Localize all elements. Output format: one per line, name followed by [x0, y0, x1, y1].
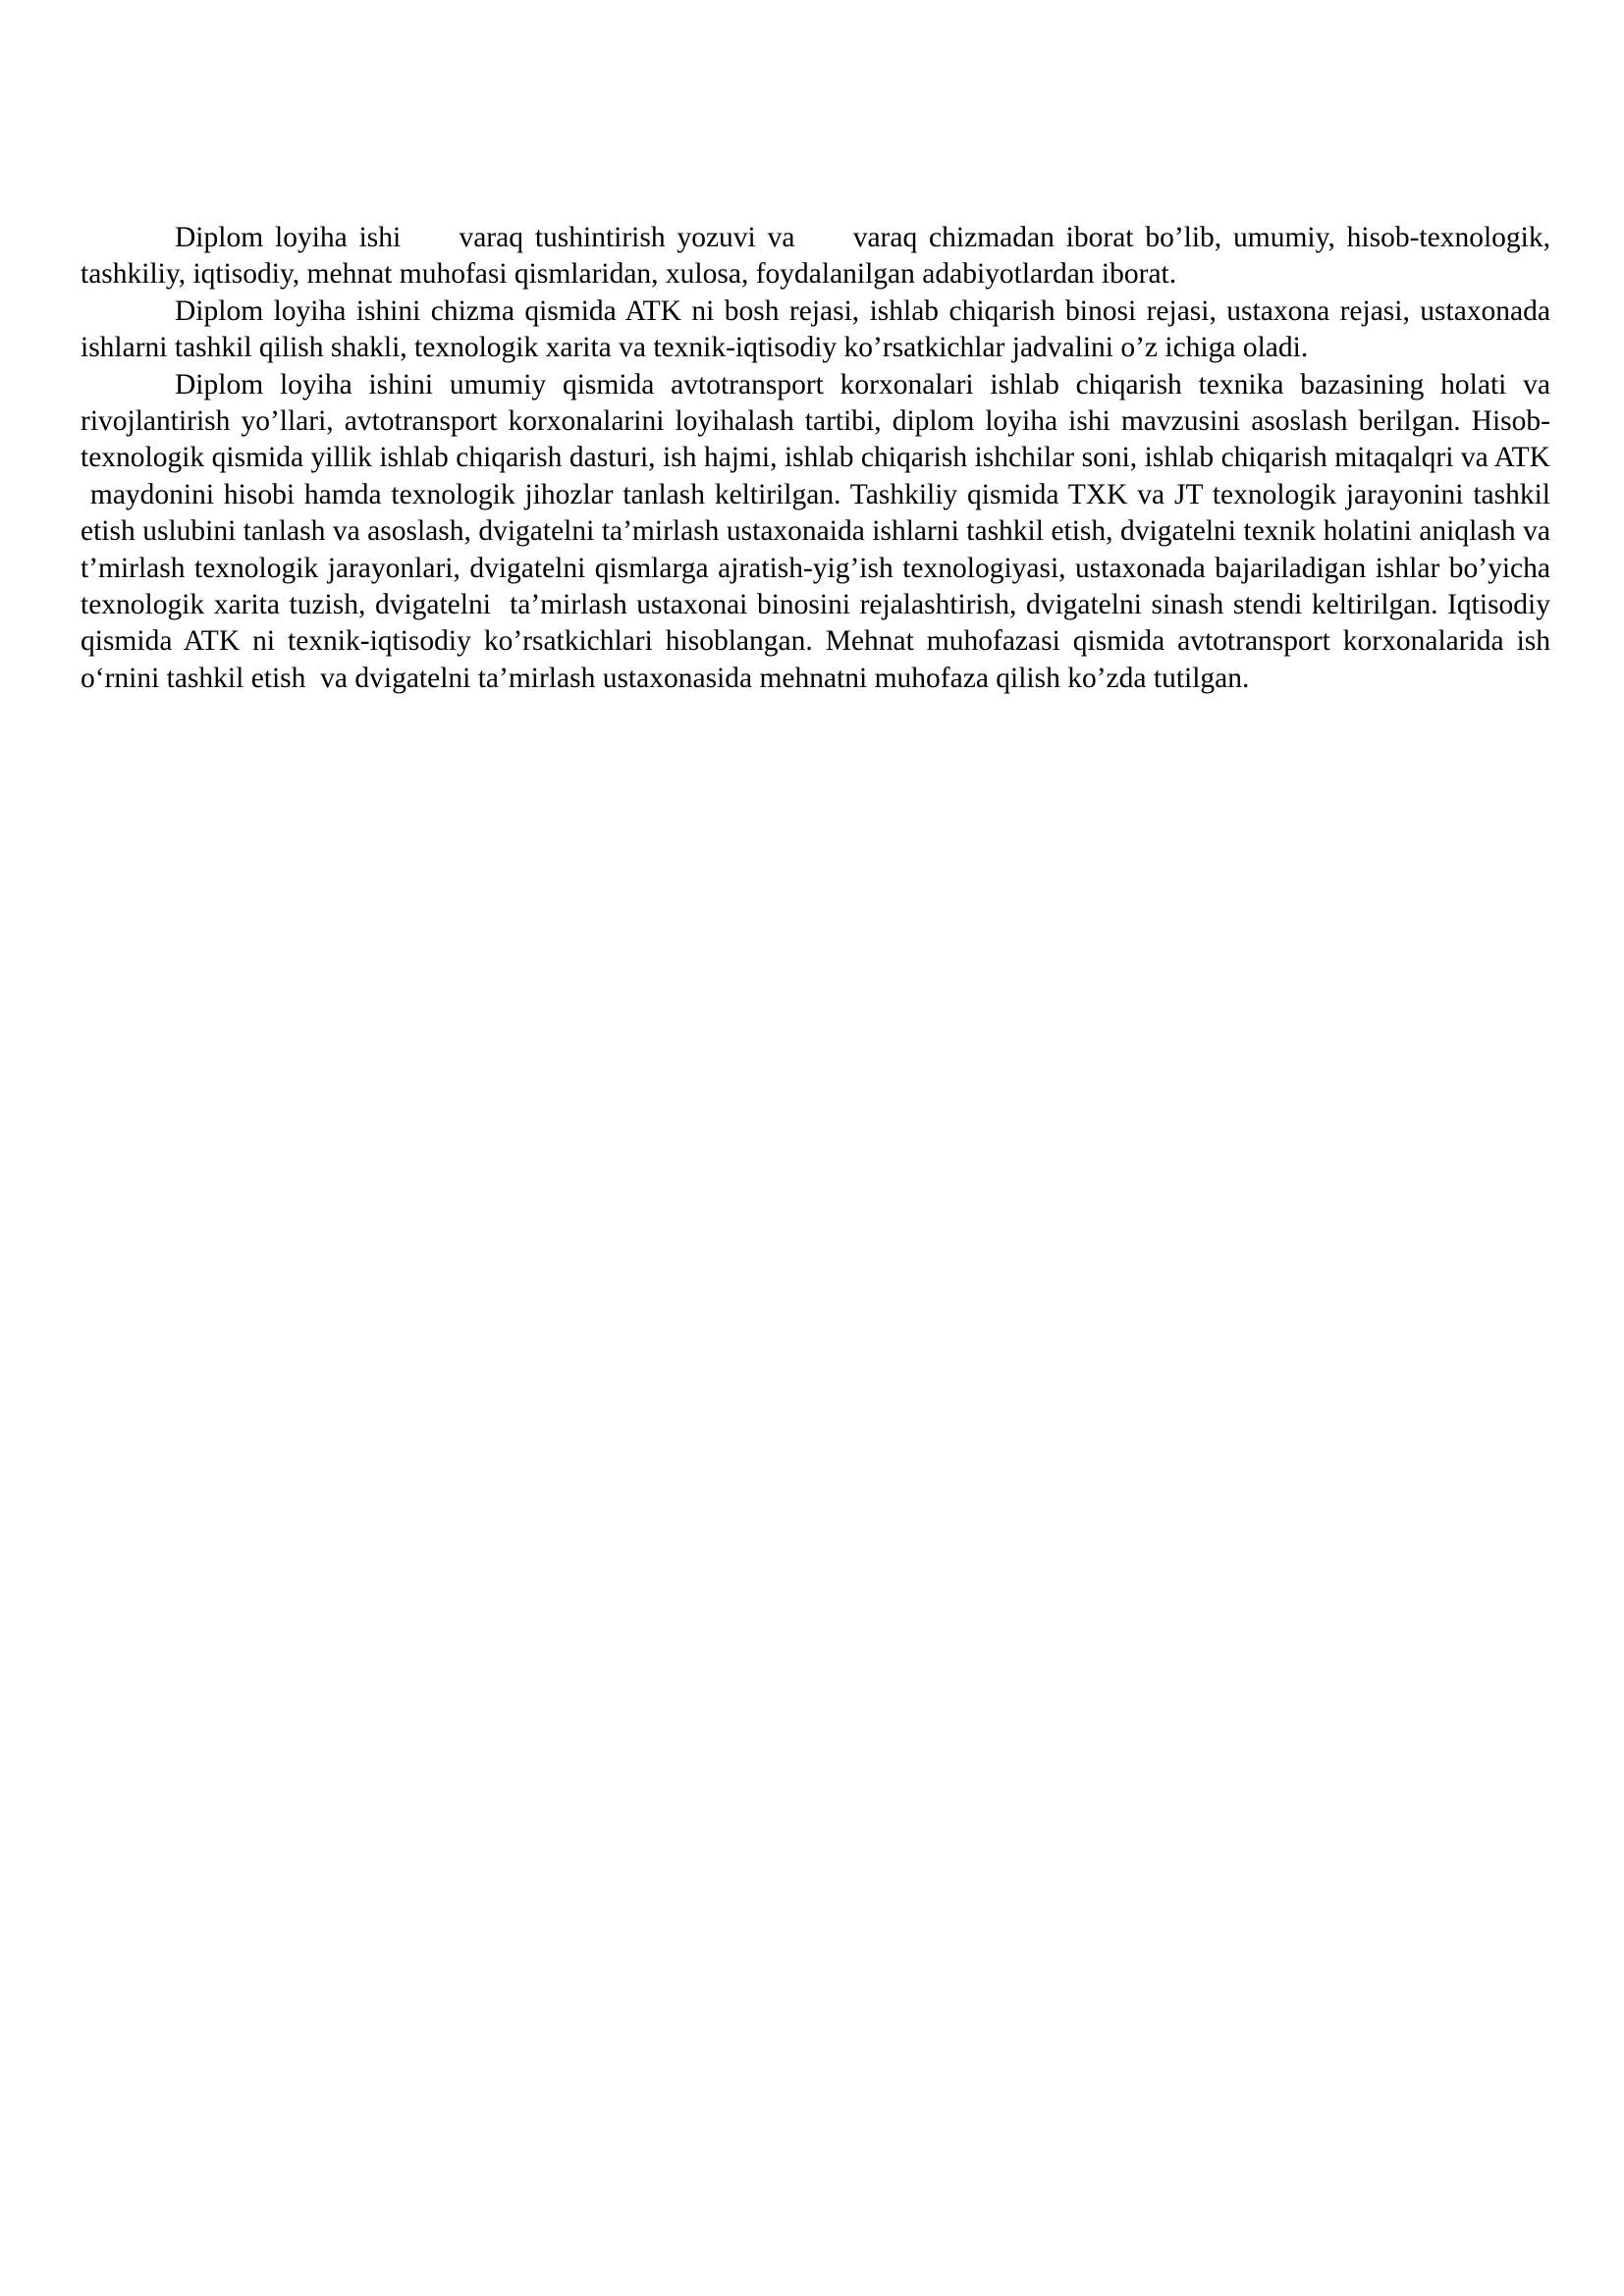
paragraph-drawings: Diplom loyiha ishini chizma qismida ATK ni bosh rejasi, ishlab chiqarish binosi rejasi, ustaxona rejasi, ustaxonada ishlarni tashkil qilish shakli, texnologik xarita va texnik-iqtisodiy ko’rsatkichlar jadvalini o’z ichiga oladi.: [81, 294, 1550, 364]
paragraph-structure: Diplom loyiha ishi varaq tushintirish yozuvi va varaq chizmadan iborat bo’lib, umumiy, hisob-texnologik, tashkiliy, iqtisodiy, mehnat muhofasi qismlaridan, xulosa, foydalanilgan adabiyotlardan iborat.: [81, 222, 1550, 291]
document-body: [81, 220, 1550, 697]
paragraph-summary: Diplom loyiha ishini umumiy qismida avtotransport korxonalari ishlab chiqarish texnika bazasining holati va rivojlantirish yo’llari, avtotransport korxonalarini loyihalash tartibi, diplom loyiha ishi mavzusini asoslash berilgan. Hisob-texnologik qismida yillik ishlab chiqarish dasturi, ish hajmi, ishlab chiqarish ishchilar soni, ishlab chiqarish mitaqalqri va ATK maydonini hisobi hamda texnologik jihozlar tanlash keltirilgan. Tashkiliy qismida TXK va JT texnologik jarayonini tashkil etish uslubini tanlash va asoslash, dvigatelni ta’mirlash ustaxonaida ishlarni tashkil etish, dvigatelni texnik holatini aniqlash va t’mirlash texnologik jarayonlari, dvigatelni qismlarga ajratish-yig’ish texnologiyasi, ustaxonada bajariladigan ishlar bo’yicha texnologik xarita tuzish, dvigatelni ta’mirlash ustaxonai binosini rejalashtirish, dvigatelni sinash stendi keltirilgan. Iqtisodiy qismida ATK ni texnik-iqtisodiy ko’rsatkichlari hisoblangan. Mehnat muhofazasi qismida avtotransport korxonalarida ish o‘rnini tashkil etish va dvigatelni ta’mirlash ustaxonasida mehnatni muhofaza qilish ko’zda tutilgan.: [81, 368, 1550, 694]
